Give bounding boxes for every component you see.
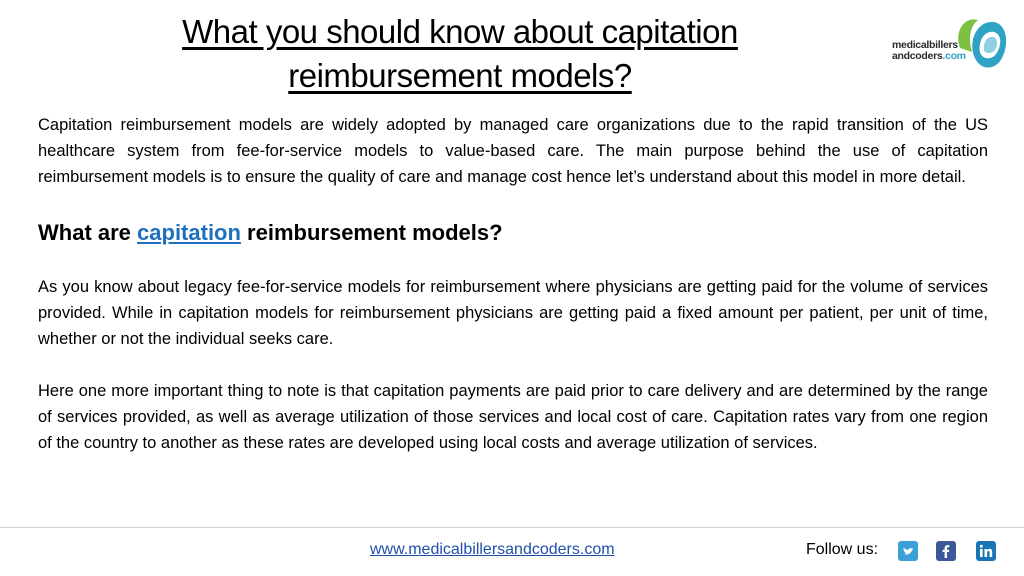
twitter-icon[interactable] — [898, 541, 918, 561]
website-link[interactable]: www.medicalbillersandcoders.com — [370, 541, 615, 558]
logo-line-2-main: andcoders — [892, 50, 943, 62]
linkedin-icon[interactable] — [976, 541, 996, 561]
capitation-link[interactable]: capitation — [137, 220, 241, 245]
logo-line-2-suffix: .com — [942, 50, 966, 62]
facebook-icon[interactable] — [936, 541, 956, 561]
page-title — [80, 10, 840, 98]
logo-mark-icon — [950, 12, 1012, 74]
footer-divider — [0, 527, 1024, 528]
follow-us-label: Follow us: — [806, 541, 879, 558]
page-title-line-1: What you should know about capitation — [182, 13, 738, 50]
body-paragraph-3: Here one more important thing to note is that capitation payments are paid prior to care delivery and are determined by the range of services provided, as well as average utilization of those services and local cost of care. Capitation rates vary from one region of the country to another as these rates are developed using local costs and average utilization of services. — [38, 382, 988, 452]
section-heading-suffix: reimbursement models? — [240, 220, 503, 245]
main-content — [38, 112, 988, 456]
logo-line-1: medicalbillers — [892, 39, 958, 51]
page-title-line-2: reimbursement models? — [288, 57, 632, 94]
section-heading-prefix: What are — [38, 220, 138, 245]
company-logo — [892, 10, 1012, 74]
body-paragraph-2: As you know about legacy fee-for-service models for reimbursement where physicians are getting paid for the volume of services provided. While in capitation models for reimbursement physicians are getting paid a fixed amount per patient, per unit of time, whether or not the individual seeks care. — [38, 278, 988, 348]
section-heading — [38, 218, 988, 248]
intro-paragraph: Capitation reimbursement models are widely adopted by managed care organizations due to the rapid transition of the US healthcare system from fee-for-service models to value-based care. The main purpose behind the use of capitation reimbursement models is to ensure the quality of care and manage cost hence let’s understand about this model in more detail. — [38, 116, 988, 186]
